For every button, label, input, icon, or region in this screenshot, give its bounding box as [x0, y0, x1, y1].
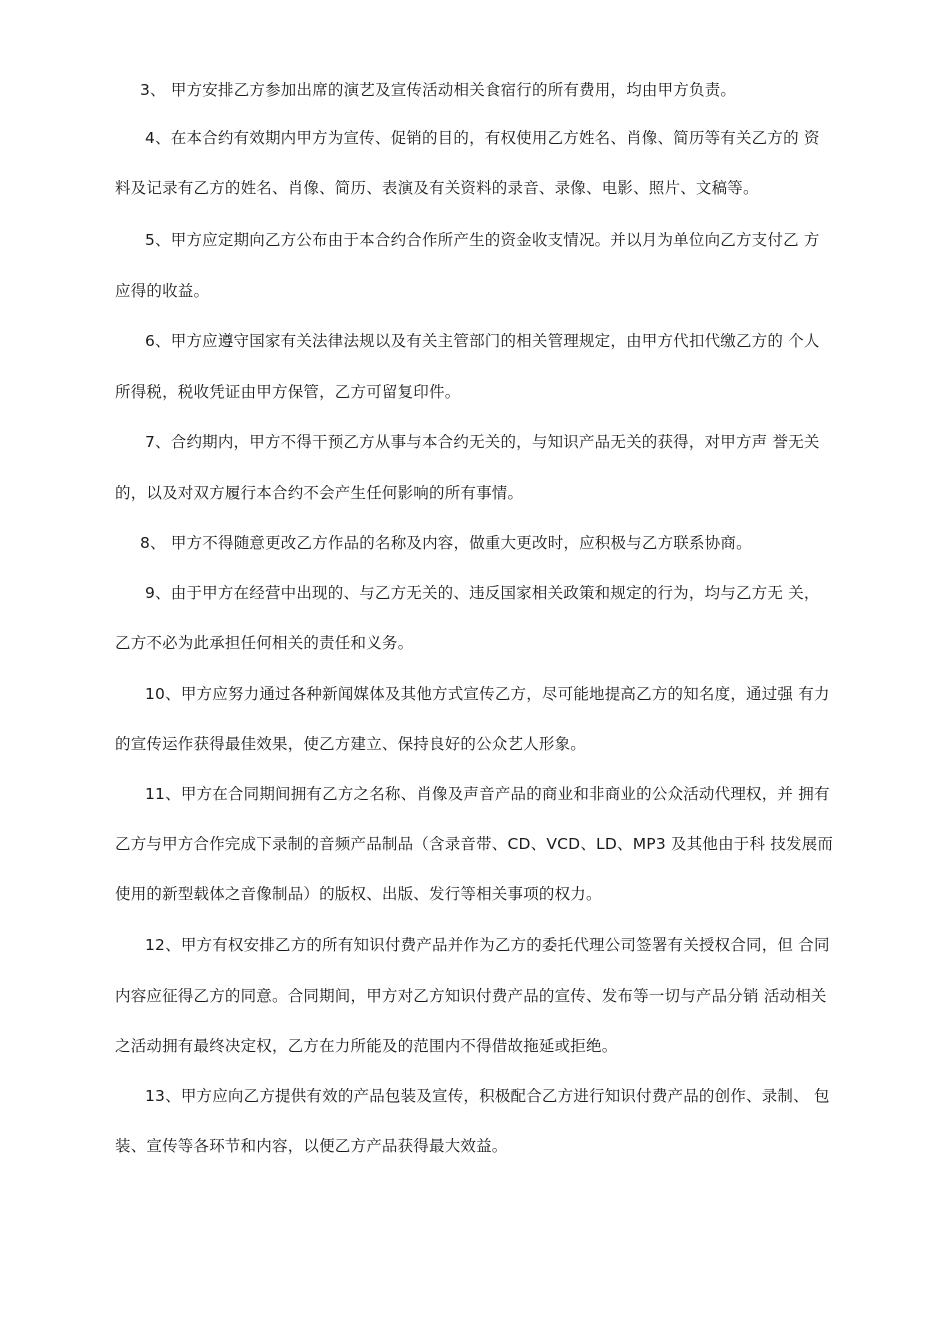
clause-9-line-2: 乙方不必为此承担任何相关的责任和义务。 [115, 634, 414, 652]
clause-11-line-3: 使用的新型载体之音像制品）的版权、出版、发行等相关事项的权力。 [115, 885, 602, 903]
clause-7-line-1: 7、合约期内，甲方不得干预乙方从事与本合约无关的，与知识产品无关的获得，对甲方声 誉无关 [145, 433, 820, 451]
clause-5-line-2: 应得的收益。 [115, 282, 210, 300]
clause-11-line-2: 乙方与甲方合作完成下录制的音频产品制品（含录音带、CD、VCD、LD、MP3 及其他由于科 技发展而 [115, 835, 834, 853]
clause-6-line-2: 所得税，税收凭证由甲方保管，乙方可留复印件。 [115, 383, 461, 401]
clause-4-line-1: 4、在本合约有效期内甲方为宣传、促销的目的，有权使用乙方姓名、肖像、简历等有关乙方的 资 [145, 129, 820, 147]
clause-12-line-3: 之活动拥有最终决定权，乙方在力所能及的范围内不得借故拖延或拒绝。 [115, 1037, 618, 1055]
clause-8-line-1: 8、 甲方不得随意更改乙方作品的名称及内容，做重大更改时，应积极与乙方联系协商。 [140, 534, 752, 552]
clause-12-line-2: 内容应征得乙方的同意。合同期间，甲方对乙方知识付费产品的宣传、发布等一切与产品分销 活动相关 [115, 987, 827, 1005]
clause-13-line-1: 13、甲方应向乙方提供有效的产品包装及宣传，积极配合乙方进行知识付费产品的创作、录制、 包 [145, 1087, 830, 1105]
clause-7-line-2: 的，以及对双方履行本合约不会产生任何影响的所有事情。 [115, 484, 524, 502]
clause-6-line-1: 6、甲方应遵守国家有关法律法规以及有关主管部门的相关管理规定，由甲方代扣代缴乙方的 个人 [145, 332, 820, 350]
clause-10-line-1: 10、甲方应努力通过各种新闻媒体及其他方式宣传乙方，尽可能地提高乙方的知名度，通过强 有力 [145, 685, 830, 703]
clause-4-line-2: 料及记录有乙方的姓名、肖像、简历、表演及有关资料的录音、录像、电影、照片、文稿等。 [115, 179, 759, 197]
clause-10-line-2: 的宣传运作获得最佳效果，使乙方建立、保持良好的公众艺人形象。 [115, 735, 587, 753]
clause-3-line-1: 3、 甲方安排乙方参加出席的演艺及宣传活动相关食宿行的所有费用，均由甲方负责。 [140, 81, 737, 99]
clause-5-line-1: 5、甲方应定期向乙方公布由于本合约合作所产生的资金收支情况。并以月为单位向乙方支付乙 方 [145, 231, 820, 249]
clause-11-line-1: 11、甲方在合同期间拥有乙方之名称、肖像及声音产品的商业和非商业的公众活动代理权，并 拥有 [145, 785, 830, 803]
clause-13-line-2: 装、宣传等各环节和内容，以便乙方产品获得最大效益。 [115, 1137, 508, 1155]
clause-9-line-1: 9、由于甲方在经营中出现的、与乙方无关的、违反国家相关政策和规定的行为，均与乙方无 关， [145, 584, 820, 602]
clause-12-line-1: 12、甲方有权安排乙方的所有知识付费产品并作为乙方的委托代理公司签署有关授权合同，但 合同 [145, 936, 830, 954]
